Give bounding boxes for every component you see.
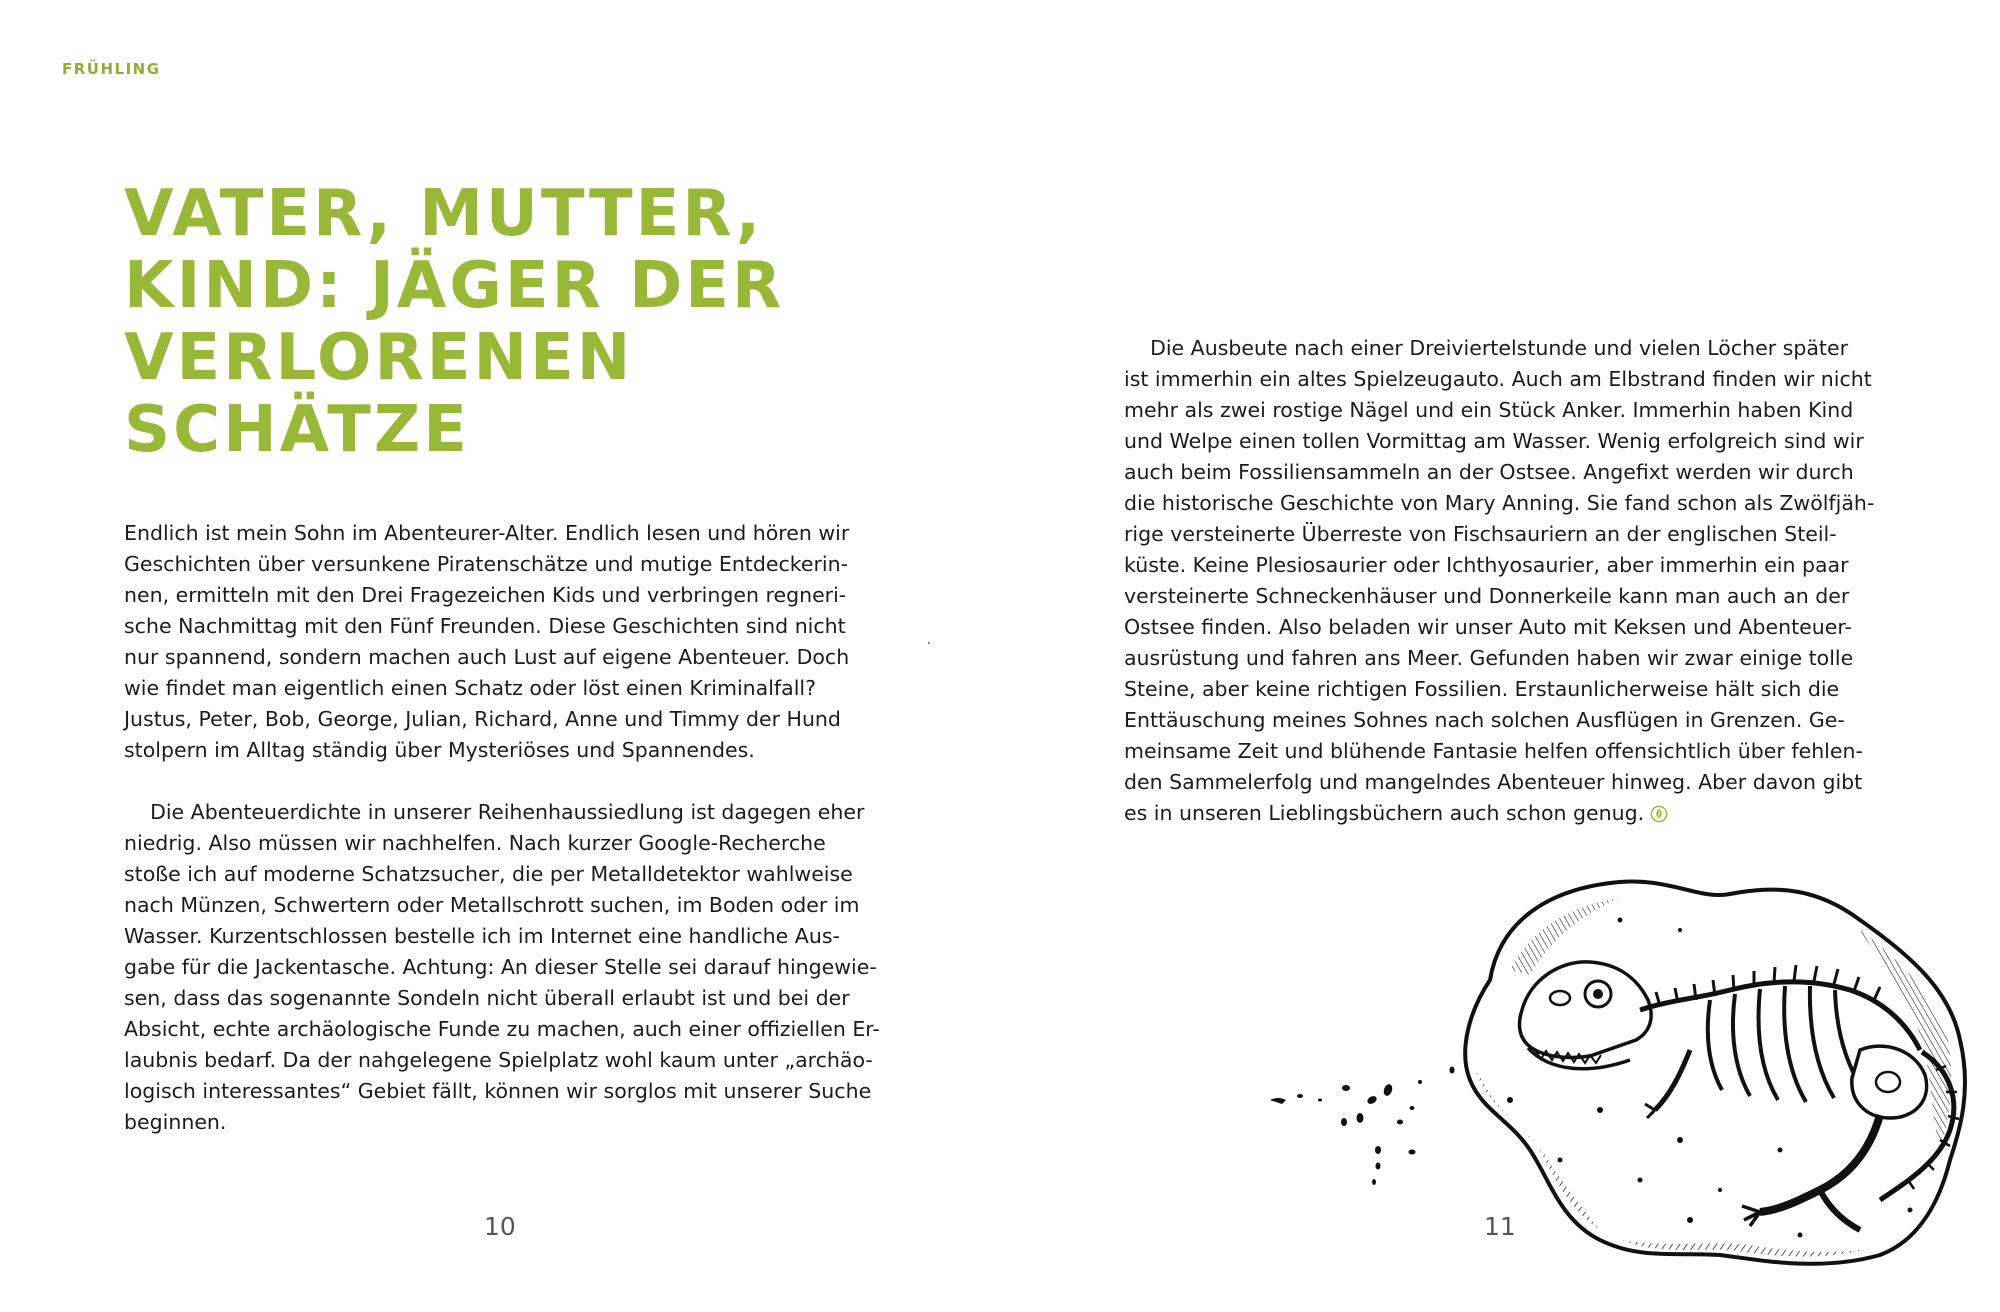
text-line: beginnen.: [124, 1110, 227, 1134]
text-line: Endlich ist mein Sohn im Abenteurer-Alter. Endlich lesen und hören wir: [124, 521, 850, 545]
text-line-content: es in unseren Lieblingsbüchern auch schon genug.: [1124, 801, 1645, 825]
dinosaur-fossil-illustration: [1260, 860, 2000, 1280]
text-line: versteinerte Schneckenhäuser und Donnerkeile kann man auch an der: [1124, 584, 1850, 608]
text-line: Wasser. Kurzentschlossen bestelle ich im Internet eine handliche Aus-: [124, 924, 840, 948]
text-line: stolpern im Alltag ständig über Mysteriöses und Spannendes.: [124, 738, 755, 762]
text-line: auch beim Fossiliensammeln an der Ostsee. Angefixt werden wir durch: [1124, 460, 1854, 484]
text-line: ausrüstung und fahren ans Meer. Gefunden haben wir zwar einige tolle: [1124, 646, 1854, 670]
text-line: meinsame Zeit und blühende Fantasie helfen offensichtlich über fehlen-: [1124, 739, 1863, 763]
headline-line: KIND: JÄGER DER: [124, 249, 785, 323]
text-line: küste. Keine Plesiosaurier oder Ichthyosaurier, aber immerhin ein paar: [1124, 553, 1849, 577]
text-line: laubnis bedarf. Da der nahgelegene Spielplatz wohl kaum unter „archäo-: [124, 1048, 873, 1072]
headline: [124, 178, 804, 466]
text-line: sen, dass das sogenannte Sondeln nicht überall erlaubt ist und bei der: [124, 986, 850, 1010]
text-line: niedrig. Also müssen wir nachhelfen. Nach kurzer Google-Recherche: [124, 831, 826, 855]
text-line: sche Nachmittag mit den Fünf Freunden. Diese Geschichten sind nicht: [124, 614, 846, 638]
text-line: rige versteinerte Überreste von Fischsauriern an der englischen Steil-: [1124, 522, 1837, 546]
text-line: logisch interessantes“ Gebiet fällt, können wir sorglos mit unserer Suche: [124, 1079, 872, 1103]
text-line: die historische Geschichte von Mary Anning. Sie fand schon als Zwölfjäh-: [1124, 491, 1875, 515]
headline-line: VERLORENEN: [124, 321, 634, 395]
page-number-right: 11: [1484, 1212, 1516, 1241]
text-line: mehr als zwei rostige Nägel und ein Stück Anker. Immerhin haben Kind: [1124, 398, 1854, 422]
text-line: Justus, Peter, Bob, George, Julian, Richard, Anne und Timmy der Hund: [124, 707, 841, 731]
text-line: nur spannend, sondern machen auch Lust auf eigene Abenteuer. Doch: [124, 645, 850, 669]
text-line: wie findet man eigentlich einen Schatz oder löst einen Kriminalfall?: [124, 676, 816, 700]
left-paragraph-1: [124, 518, 849, 766]
text-line: Absicht, echte archäologische Funde zu machen, auch einer offiziellen Er-: [124, 1017, 880, 1041]
section-label: FRÜHLING: [62, 60, 161, 78]
text-line: den Sammelerfolg und mangelndes Abenteuer hinweg. Aber davon gibt: [1124, 770, 1863, 794]
text-line: Ostsee finden. Also beladen wir unser Auto mit Keksen und Abenteuer-: [1124, 615, 1852, 639]
text-line: ist immerhin ein altes Spielzeugauto. Auch am Elbstrand finden wir nicht: [1124, 367, 1872, 391]
page-number-left: 10: [484, 1212, 516, 1241]
left-paragraph-2: [124, 797, 880, 1138]
text-line: stoße ich auf moderne Schatzsucher, die per Metalldetektor wahlweise: [124, 862, 853, 886]
text-line: und Welpe einen tollen Vormittag am Wasser. Wenig erfolgreich sind wir: [1124, 429, 1864, 453]
text-line: Die Ausbeute nach einer Dreiviertelstunde und vielen Löcher später: [1124, 336, 1849, 360]
text-line: gabe für die Jackentasche. Achtung: An dieser Stelle sei darauf hingewie-: [124, 955, 877, 979]
right-paragraph-1: [1124, 333, 1874, 829]
text-line: Steine, aber keine richtigen Fossilien. Erstaunlicherweise hält sich die: [1124, 677, 1840, 701]
text-line-last: [1124, 798, 1874, 829]
stray-dot: [928, 642, 930, 644]
headline-line: SCHÄTZE: [124, 393, 470, 467]
text-line: Geschichten über versunkene Piratenschätze und mutige Entdeckerin-: [124, 552, 849, 576]
text-line: Enttäuschung meines Sohnes nach solchen Ausflügen in Grenzen. Ge-: [1124, 708, 1845, 732]
text-line: nach Münzen, Schwertern oder Metallschrott suchen, im Boden oder im: [124, 893, 860, 917]
text-line: nen, ermitteln mit den Drei Fragezeichen Kids und verbringen regneri-: [124, 583, 847, 607]
text-line: Die Abenteuerdichte in unserer Reihenhaussiedlung ist dagegen eher: [124, 800, 865, 824]
headline-line: VATER, MUTTER,: [124, 177, 764, 251]
leaf-end-mark-icon: [1650, 805, 1668, 823]
